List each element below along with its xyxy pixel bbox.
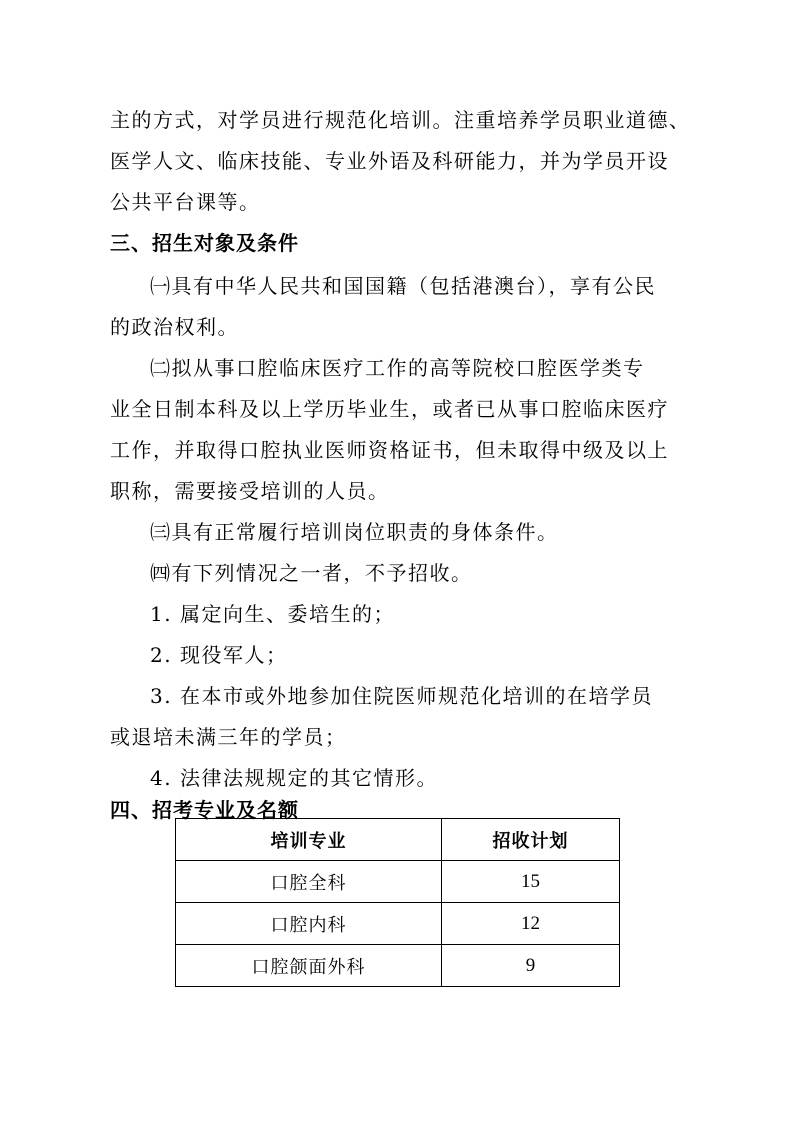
sub-item-4: 4. 法律法规规定的其它情形。 [150, 766, 438, 790]
section-3-item-4-line-1: ㈣有下列情况之一者，不予招收。 [150, 561, 473, 585]
section-3-item-2-line-3: 工作，并取得口腔执业医师资格证书，但未取得中级及以上 [110, 438, 669, 462]
row-major: 口腔内科 [176, 903, 442, 945]
section-3-item-2-line-1: ㈡拟从事口腔临床医疗工作的高等院校口腔医学类专 [150, 356, 645, 380]
table-header-row [176, 819, 620, 861]
sub-item-2: 2. 现役军人； [150, 643, 288, 667]
sub-item-3-line-2: 或退培未满三年的学员； [110, 725, 347, 749]
sub-item-1: 1. 属定向生、委培生的； [150, 602, 395, 626]
section-4-heading: 四、招考专业及名额 [110, 798, 299, 822]
quota-table [175, 818, 620, 987]
section-3-item-2-line-4: 职称，需要接受培训的人员。 [110, 479, 390, 503]
table-row [176, 903, 620, 945]
section-3-heading: 三、招生对象及条件 [110, 231, 299, 255]
sub-item-3-line-1: 3. 在本市或外地参加住院医师规范化培训的在培学员 [150, 684, 653, 708]
intro-line-1: 主的方式，对学员进行规范化培训。注重培养学员职业道德、 [110, 108, 691, 132]
section-3-item-1-line-1: ㈠具有中华人民共和国国籍（包括港澳台），享有公民 [150, 274, 656, 298]
section-3-item-3-line-1: ㈢具有正常履行培训岗位职责的身体条件。 [150, 520, 559, 544]
table-row [176, 945, 620, 987]
header-major: 培训专业 [176, 819, 442, 861]
row-major: 口腔全科 [176, 861, 442, 903]
intro-line-3: 公共平台课等。 [110, 190, 261, 214]
section-3-item-1-line-2: 的政治权利。 [110, 315, 239, 339]
table-row [176, 861, 620, 903]
row-major: 口腔颌面外科 [176, 945, 442, 987]
section-3-item-2-line-2: 业全日制本科及以上学历毕业生，或者已从事口腔临床医疗 [110, 397, 669, 421]
row-quota: 12 [441, 903, 619, 945]
row-quota: 15 [441, 861, 619, 903]
row-quota: 9 [441, 945, 619, 987]
header-quota: 招收计划 [441, 819, 619, 861]
intro-line-2: 医学人文、临床技能、专业外语及科研能力，并为学员开设 [110, 149, 669, 173]
